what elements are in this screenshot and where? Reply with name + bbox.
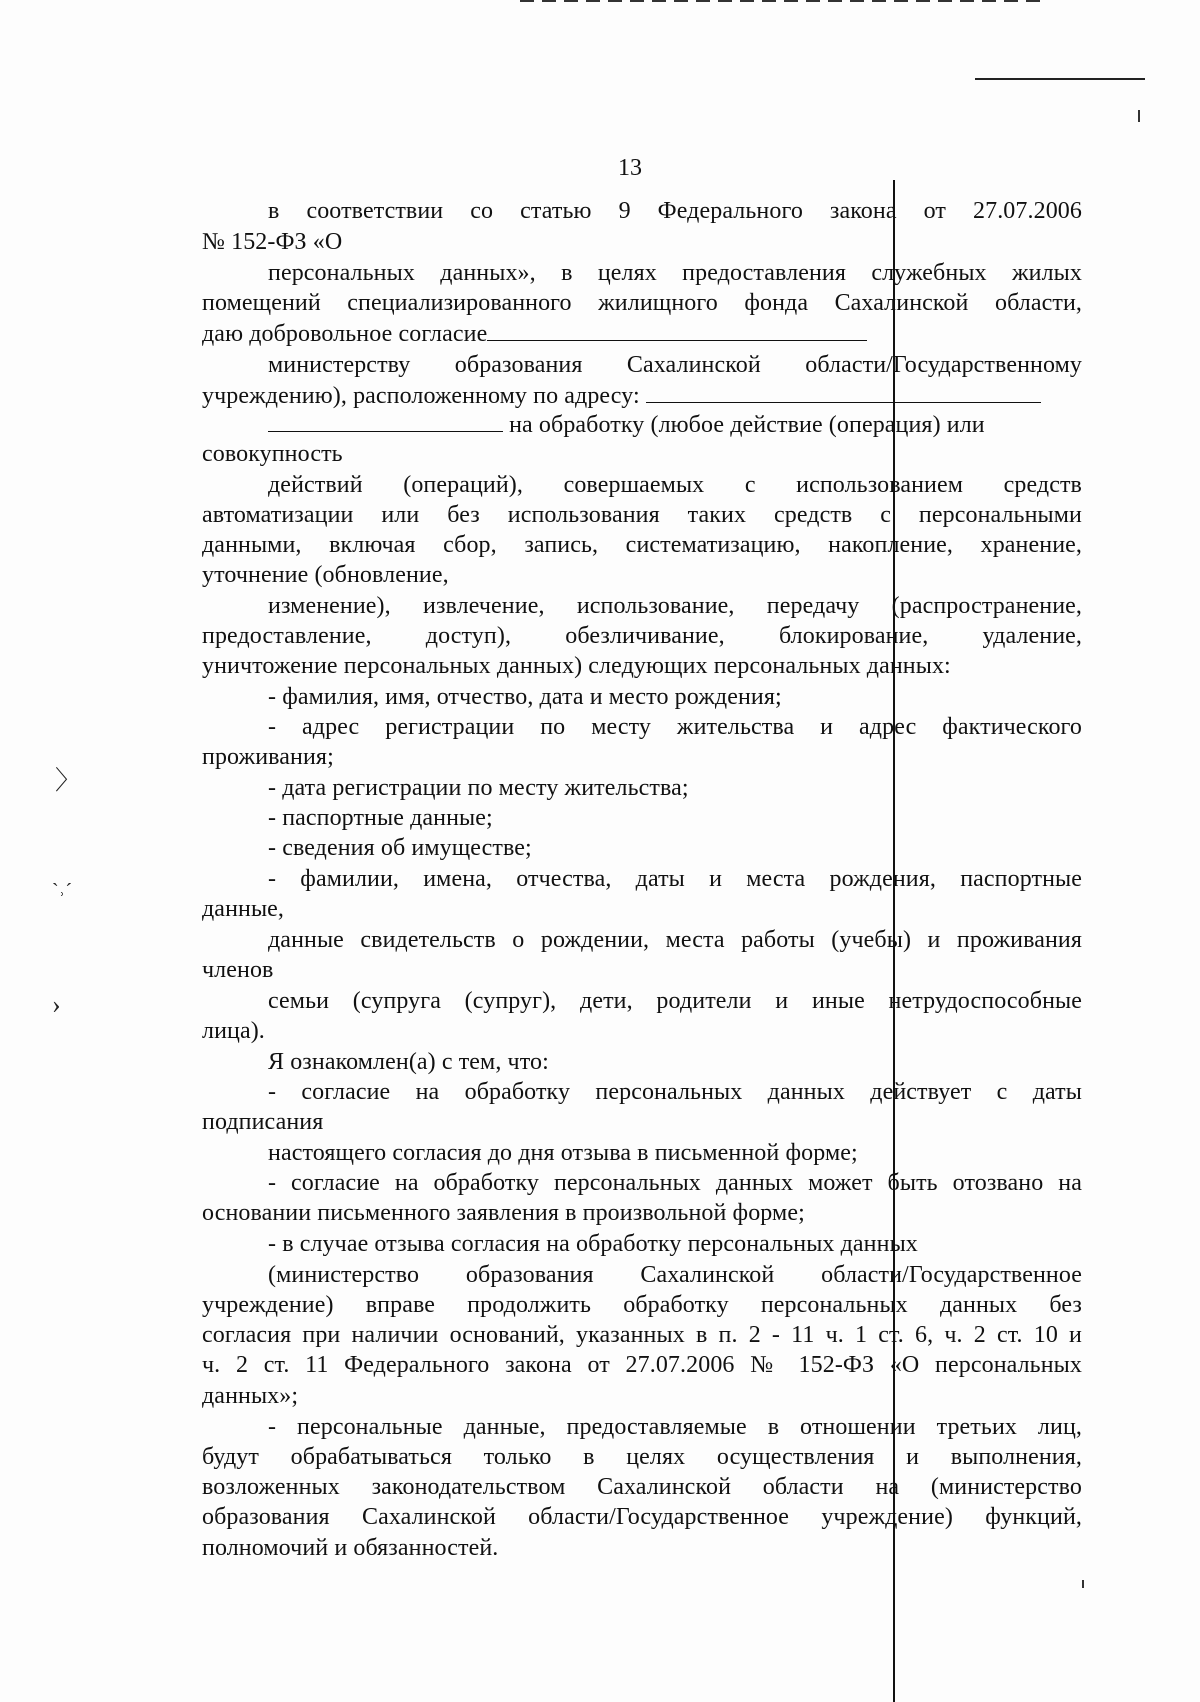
text-line: семьи (супруга (супруг), дети, родители и иные нетрудоспособные	[268, 988, 1082, 1014]
margin-mark: 〉	[55, 766, 82, 795]
text-line: уточнение (обновление,	[202, 562, 449, 588]
text-line: данными, включая сбор, запись, систематизацию, накопление, хранение,	[202, 532, 1082, 558]
list-item: - согласие на обработку персональных данных действует с даты	[268, 1079, 1082, 1105]
list-item: - фамилия, имя, отчество, дата и место рождения;	[268, 684, 782, 710]
text-line: (министерство образования Сахалинской области/Государственное	[268, 1262, 1082, 1288]
list-item: - персональные данные, предоставляемые в отношении третьих лиц,	[268, 1414, 1082, 1440]
text-line: подписания	[202, 1109, 324, 1135]
scan-top-artifact	[520, 0, 1040, 2]
list-item: - в случае отзыва согласия на обработку персональных данных	[268, 1231, 918, 1257]
consent-name-blank	[487, 318, 867, 341]
text-line	[268, 409, 1082, 440]
text-line: будут обрабатываться только в целях осуществления и выполнения,	[202, 1444, 1082, 1470]
text-line: изменение), извлечение, использование, передачу (распространение,	[268, 593, 1082, 619]
text-line: ч. 2 ст. 11 Федерального закона от 27.07.2006 № 152-ФЗ «О персональных	[202, 1352, 1082, 1378]
text-line: министерству образования Сахалинской области/Государственному	[268, 352, 1082, 378]
text-line: уничтожение персональных данных) следующих персональных данных:	[202, 653, 951, 679]
text-line: совокупность	[202, 441, 343, 467]
text-line: в соответствии со статью 9 Федерального закона от 27.07.2006	[268, 198, 1082, 224]
text-line: учреждение) вправе продолжить обработку персональных данных без	[202, 1292, 1082, 1318]
consent-text: даю добровольное согласие	[202, 321, 488, 347]
list-item: - сведения об имуществе;	[268, 835, 532, 861]
list-item: - паспортные данные;	[268, 805, 493, 831]
text-line: помещений специализированного жилищного фонда Сахалинской области,	[202, 290, 1082, 316]
text-line	[202, 318, 1082, 349]
margin-mark: ›	[52, 990, 61, 1019]
address-blank-continued	[268, 409, 503, 432]
text-line: действий (операций), совершаемых с использованием средств	[268, 472, 1082, 498]
text-line	[202, 380, 1082, 411]
list-item: - дата регистрации по месту жительства;	[268, 775, 689, 801]
text-line: возложенных законодательством Сахалинской области на (министерство	[202, 1474, 1082, 1500]
address-blank	[646, 380, 1041, 403]
text-line: автоматизации или без использования таких средств с персональными	[202, 502, 1082, 528]
text-line: членов	[202, 957, 274, 983]
scan-speck	[1082, 1580, 1084, 1588]
text-line: Я ознакомлен(а) с тем, что:	[268, 1049, 549, 1075]
text-line: данные свидетельств о рождении, места работы (учебы) и проживания	[268, 927, 1082, 953]
text-line: персональных данных», в целях предоставления служебных жилых	[268, 260, 1082, 286]
text-line: данные,	[202, 896, 285, 922]
text-line: согласия при наличии оснований, указанных в п. 2 - 11 ч. 1 ст. 6, ч. 2 ст. 10 и	[202, 1322, 1082, 1348]
scan-corner-line	[975, 78, 1145, 80]
margin-mark: ˋ˒ˊ	[52, 880, 72, 902]
text-line: проживания;	[202, 744, 334, 770]
list-item: - фамилии, имена, отчества, даты и места рождения, паспортные	[268, 866, 1082, 892]
text-line: предоставление, доступ), обезличивание, блокирование, удаление,	[202, 623, 1082, 649]
text-line: № 152-ФЗ «О	[202, 229, 343, 255]
list-item: - согласие на обработку персональных данных может быть отозвано на	[268, 1170, 1082, 1196]
processing-text: на обработку (любое действие (операция) или	[509, 412, 985, 438]
address-text: учреждению), расположенному по адресу:	[202, 383, 640, 409]
text-line: полномочий и обязанностей.	[202, 1535, 499, 1561]
text-line: данных»;	[202, 1383, 299, 1409]
text-line: образования Сахалинской области/Государственное учреждение) функций,	[202, 1504, 1082, 1530]
scan-speck	[1138, 110, 1140, 122]
text-line: лица).	[202, 1018, 265, 1044]
text-line: основании письменного заявления в произвольной форме;	[202, 1200, 805, 1226]
list-item: - адрес регистрации по месту жительства и адрес фактического	[268, 714, 1082, 740]
text-line: настоящего согласия до дня отзыва в письменной форме;	[268, 1140, 858, 1166]
page-number: 13	[618, 155, 642, 181]
